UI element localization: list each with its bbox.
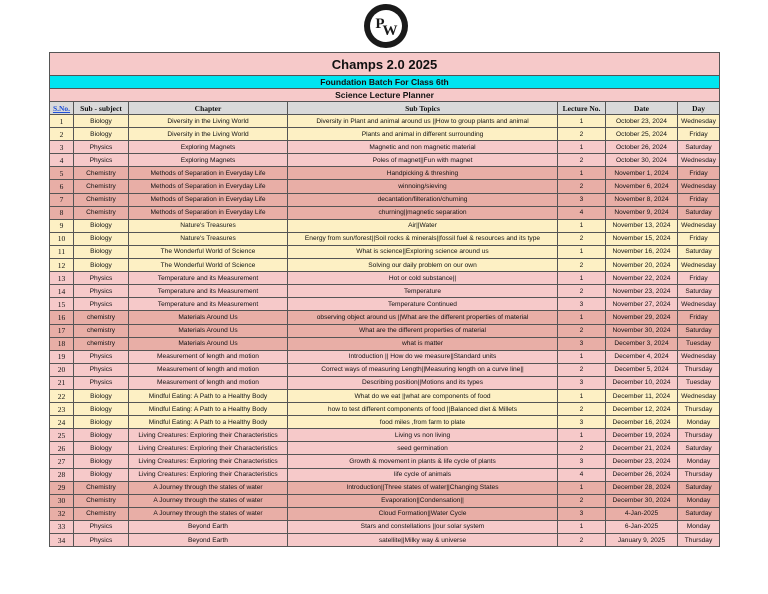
cell-chapter: Measurement of length and motion: [129, 363, 288, 376]
cell-date: December 10, 2024: [606, 376, 678, 389]
cell-lecture-no: 2: [558, 180, 606, 193]
cell-sno: 16: [50, 311, 74, 324]
cell-subtopic: Air||Water: [288, 219, 558, 232]
table-row: [50, 350, 720, 363]
table-row: [50, 389, 720, 402]
cell-subject: Physics: [74, 285, 129, 298]
cell-chapter: Methods of Separation in Everyday Life: [129, 206, 288, 219]
cell-sno: 2: [50, 128, 74, 141]
cell-subtopic: seed germination: [288, 442, 558, 455]
cell-chapter: Beyond Earth: [129, 534, 288, 547]
cell-subject: Physics: [74, 520, 129, 533]
cell-subtopic: Correct ways of measuring Length||Measuring length on a curve line||: [288, 363, 558, 376]
cell-lecture-no: 1: [558, 167, 606, 180]
cell-subtopic: Handpicking & threshing: [288, 167, 558, 180]
cell-sno: 20: [50, 363, 74, 376]
cell-day: Thursday: [678, 363, 720, 376]
cell-date: 6-Jan-2025: [606, 520, 678, 533]
lecture-planner-sheet: [49, 52, 719, 547]
cell-subject: Biology: [74, 455, 129, 468]
cell-subtopic: Diversity in Plant and animal around us ||How to group plants and animal: [288, 115, 558, 128]
cell-subject: Biology: [74, 442, 129, 455]
cell-chapter: Methods of Separation in Everyday Life: [129, 167, 288, 180]
cell-sno: 7: [50, 193, 74, 206]
cell-date: November 15, 2024: [606, 232, 678, 245]
table-row: [50, 141, 720, 154]
cell-subject: Physics: [74, 298, 129, 311]
cell-sno: 30: [50, 494, 74, 507]
cell-lecture-no: 3: [558, 455, 606, 468]
cell-subject: Physics: [74, 272, 129, 285]
cell-subtopic: Hot or cold substance||: [288, 272, 558, 285]
batch-label: Foundation Batch For Class 6th: [50, 76, 720, 89]
cell-subtopic: Living vs non living: [288, 429, 558, 442]
cell-subtopic: winnoing/sieving: [288, 180, 558, 193]
cell-subtopic: What is science||Exploring science around us: [288, 245, 558, 258]
cell-chapter: Mindful Eating: A Path to a Healthy Body: [129, 416, 288, 429]
cell-day: Friday: [678, 128, 720, 141]
table-row: [50, 285, 720, 298]
svg-text:P: P: [375, 16, 385, 32]
table-row: [50, 219, 720, 232]
cell-chapter: Measurement of length and motion: [129, 350, 288, 363]
cell-day: Saturday: [678, 324, 720, 337]
table-row: [50, 115, 720, 128]
cell-sno: 1: [50, 115, 74, 128]
cell-sno: 11: [50, 245, 74, 258]
cell-subtopic: Energy from sun/forest||Soil rocks & minerals||fossil fuel & resources and its type: [288, 232, 558, 245]
cell-chapter: A Journey through the states of water: [129, 494, 288, 507]
cell-chapter: Living Creatures: Exploring their Characteristics: [129, 455, 288, 468]
cell-day: Friday: [678, 167, 720, 180]
svg-text:W: W: [382, 23, 398, 39]
cell-subtopic: food miles ,from farm to plate: [288, 416, 558, 429]
cell-day: Wednesday: [678, 219, 720, 232]
cell-day: Friday: [678, 232, 720, 245]
cell-day: Friday: [678, 272, 720, 285]
cell-lecture-no: 1: [558, 311, 606, 324]
table-row: [50, 534, 720, 547]
cell-subject: Physics: [74, 141, 129, 154]
cell-subtopic: Evaporation||Condensation||: [288, 494, 558, 507]
table-row: [50, 154, 720, 167]
cell-subtopic: Cloud Formation||Water Cycle: [288, 507, 558, 520]
cell-sno: 10: [50, 232, 74, 245]
table-row: [50, 455, 720, 468]
cell-subtopic: Temperature: [288, 285, 558, 298]
cell-sno: 24: [50, 416, 74, 429]
cell-subject: Biology: [74, 219, 129, 232]
cell-date: November 29, 2024: [606, 311, 678, 324]
cell-subject: Physics: [74, 154, 129, 167]
cell-lecture-no: 4: [558, 468, 606, 481]
cell-day: Saturday: [678, 481, 720, 494]
cell-chapter: Living Creatures: Exploring their Characteristics: [129, 429, 288, 442]
cell-sno: 9: [50, 219, 74, 232]
cell-lecture-no: 2: [558, 442, 606, 455]
cell-sno: 29: [50, 481, 74, 494]
cell-chapter: Diversity in the Living World: [129, 115, 288, 128]
cell-day: Monday: [678, 494, 720, 507]
cell-date: November 22, 2024: [606, 272, 678, 285]
cell-subtopic: What are the different properties of material: [288, 324, 558, 337]
cell-lecture-no: 2: [558, 232, 606, 245]
pw-logo: [364, 4, 408, 48]
cell-day: Wednesday: [678, 259, 720, 272]
cell-sno: 22: [50, 389, 74, 402]
cell-subtopic: Stars and constellations ||our solar system: [288, 520, 558, 533]
cell-subject: Physics: [74, 534, 129, 547]
cell-date: November 30, 2024: [606, 324, 678, 337]
cell-day: Thursday: [678, 468, 720, 481]
cell-date: December 5, 2024: [606, 363, 678, 376]
cell-chapter: Methods of Separation in Everyday Life: [129, 193, 288, 206]
cell-subtopic: decantation/filteration/churning: [288, 193, 558, 206]
table-row: [50, 232, 720, 245]
table-row: [50, 429, 720, 442]
pw-logo-icon: [364, 4, 408, 48]
cell-subject: Biology: [74, 232, 129, 245]
cell-subject: Biology: [74, 115, 129, 128]
table-row: [50, 468, 720, 481]
cell-date: December 16, 2024: [606, 416, 678, 429]
column-header-row: [50, 102, 720, 115]
cell-date: December 21, 2024: [606, 442, 678, 455]
table-row: [50, 403, 720, 416]
cell-day: Monday: [678, 416, 720, 429]
table-row: [50, 324, 720, 337]
cell-sno: 8: [50, 206, 74, 219]
cell-date: January 9, 2025: [606, 534, 678, 547]
cell-chapter: Methods of Separation in Everyday Life: [129, 180, 288, 193]
cell-subject: chemistry: [74, 311, 129, 324]
cell-lecture-no: 3: [558, 337, 606, 350]
cell-subtopic: life cycle of animals: [288, 468, 558, 481]
cell-lecture-no: 1: [558, 429, 606, 442]
cell-sno: 27: [50, 455, 74, 468]
cell-sno: 6: [50, 180, 74, 193]
cell-sno: 26: [50, 442, 74, 455]
cell-day: Saturday: [678, 442, 720, 455]
cell-sno: 28: [50, 468, 74, 481]
cell-sno: 19: [50, 350, 74, 363]
cell-lecture-no: 2: [558, 259, 606, 272]
cell-chapter: Exploring Magnets: [129, 154, 288, 167]
cell-sno: 34: [50, 534, 74, 547]
cell-subject: Biology: [74, 259, 129, 272]
cell-day: Saturday: [678, 245, 720, 258]
cell-subject: Physics: [74, 350, 129, 363]
table-row: [50, 206, 720, 219]
table-row: [50, 259, 720, 272]
cell-subject: Biology: [74, 128, 129, 141]
table-row: [50, 416, 720, 429]
cell-lecture-no: 1: [558, 219, 606, 232]
table-row: [50, 363, 720, 376]
cell-day: Friday: [678, 311, 720, 324]
cell-day: Wednesday: [678, 389, 720, 402]
cell-lecture-no: 3: [558, 298, 606, 311]
table-row: [50, 245, 720, 258]
cell-date: December 19, 2024: [606, 429, 678, 442]
cell-subtopic: observing object around us ||What are the different properties of material: [288, 311, 558, 324]
cell-chapter: Temperature and its Measurement: [129, 272, 288, 285]
table-row: [50, 180, 720, 193]
cell-lecture-no: 2: [558, 534, 606, 547]
cell-lecture-no: 1: [558, 350, 606, 363]
cell-subtopic: churning||magnetic separation: [288, 206, 558, 219]
cell-sno: 32: [50, 507, 74, 520]
cell-subject: Chemistry: [74, 180, 129, 193]
cell-date: November 16, 2024: [606, 245, 678, 258]
cell-date: December 11, 2024: [606, 389, 678, 402]
planner-label: Science Lecture Planner: [50, 89, 720, 102]
cell-day: Wednesday: [678, 298, 720, 311]
cell-date: November 27, 2024: [606, 298, 678, 311]
cell-lecture-no: 2: [558, 363, 606, 376]
cell-subtopic: Temperature Continued: [288, 298, 558, 311]
cell-date: November 20, 2024: [606, 259, 678, 272]
column-header-lecture-no: Lecture No.: [558, 102, 606, 115]
cell-day: Saturday: [678, 285, 720, 298]
cell-subject: Chemistry: [74, 193, 129, 206]
cell-subject: Chemistry: [74, 206, 129, 219]
cell-date: November 8, 2024: [606, 193, 678, 206]
cell-subtopic: Introduction||Three states of water||Changing States: [288, 481, 558, 494]
cell-chapter: Mindful Eating: A Path to a Healthy Body: [129, 389, 288, 402]
cell-subtopic: Solving our daily problem on our own: [288, 259, 558, 272]
cell-date: October 26, 2024: [606, 141, 678, 154]
cell-lecture-no: 1: [558, 272, 606, 285]
table-row: [50, 311, 720, 324]
cell-subject: Biology: [74, 416, 129, 429]
cell-lecture-no: 3: [558, 376, 606, 389]
cell-sno: 18: [50, 337, 74, 350]
cell-sno: 15: [50, 298, 74, 311]
cell-sno: 23: [50, 403, 74, 416]
table-row: [50, 128, 720, 141]
cell-chapter: The Wonderful World of Science: [129, 259, 288, 272]
cell-lecture-no: 1: [558, 520, 606, 533]
column-header-sno[interactable]: S.No.: [50, 102, 74, 115]
cell-chapter: Materials Around Us: [129, 324, 288, 337]
cell-subtopic: Growth & movement in plants & life cycle of plants: [288, 455, 558, 468]
cell-chapter: Measurement of length and motion: [129, 376, 288, 389]
cell-subject: Physics: [74, 376, 129, 389]
cell-chapter: A Journey through the states of water: [129, 481, 288, 494]
cell-lecture-no: 3: [558, 507, 606, 520]
cell-sno: 3: [50, 141, 74, 154]
cell-subtopic: Introduction || How do we measure||Standard units: [288, 350, 558, 363]
cell-sno: 17: [50, 324, 74, 337]
cell-lecture-no: 3: [558, 193, 606, 206]
cell-chapter: The Wonderful World of Science: [129, 245, 288, 258]
cell-subject: chemistry: [74, 337, 129, 350]
table-row: [50, 494, 720, 507]
cell-lecture-no: 2: [558, 285, 606, 298]
column-header-day: Day: [678, 102, 720, 115]
cell-subtopic: what is matter: [288, 337, 558, 350]
cell-date: October 23, 2024: [606, 115, 678, 128]
cell-subtopic: satellite||Milky way & universe: [288, 534, 558, 547]
cell-day: Wednesday: [678, 115, 720, 128]
cell-day: Wednesday: [678, 350, 720, 363]
cell-date: December 4, 2024: [606, 350, 678, 363]
cell-day: Tuesday: [678, 376, 720, 389]
cell-chapter: Nature's Treasures: [129, 219, 288, 232]
cell-lecture-no: 1: [558, 481, 606, 494]
table-row: [50, 272, 720, 285]
cell-day: Friday: [678, 193, 720, 206]
cell-lecture-no: 3: [558, 416, 606, 429]
cell-lecture-no: 1: [558, 389, 606, 402]
cell-lecture-no: 2: [558, 494, 606, 507]
cell-day: Wednesday: [678, 154, 720, 167]
cell-chapter: Beyond Earth: [129, 520, 288, 533]
cell-sno: 12: [50, 259, 74, 272]
cell-date: December 3, 2024: [606, 337, 678, 350]
cell-sno: 5: [50, 167, 74, 180]
cell-sno: 21: [50, 376, 74, 389]
cell-date: December 12, 2024: [606, 403, 678, 416]
cell-subject: Biology: [74, 389, 129, 402]
cell-subtopic: Plants and animal in different surrounding: [288, 128, 558, 141]
cell-chapter: Materials Around Us: [129, 337, 288, 350]
cell-date: 4-Jan-2025: [606, 507, 678, 520]
cell-lecture-no: 1: [558, 141, 606, 154]
table-row: [50, 520, 720, 533]
cell-date: November 1, 2024: [606, 167, 678, 180]
cell-sno: 25: [50, 429, 74, 442]
cell-chapter: Exploring Magnets: [129, 141, 288, 154]
lecture-planner-table: [49, 52, 720, 547]
cell-chapter: Diversity in the Living World: [129, 128, 288, 141]
column-header-subtopics: Sub Topics: [288, 102, 558, 115]
cell-lecture-no: 2: [558, 324, 606, 337]
cell-sno: 14: [50, 285, 74, 298]
table-row: [50, 193, 720, 206]
cell-lecture-no: 1: [558, 115, 606, 128]
cell-date: November 9, 2024: [606, 206, 678, 219]
table-row: [50, 337, 720, 350]
cell-day: Saturday: [678, 141, 720, 154]
cell-day: Wednesday: [678, 180, 720, 193]
cell-lecture-no: 2: [558, 128, 606, 141]
cell-date: October 25, 2024: [606, 128, 678, 141]
cell-lecture-no: 4: [558, 206, 606, 219]
cell-subject: Chemistry: [74, 167, 129, 180]
cell-day: Monday: [678, 520, 720, 533]
cell-sno: 4: [50, 154, 74, 167]
table-row: [50, 481, 720, 494]
column-header-date: Date: [606, 102, 678, 115]
table-row: [50, 442, 720, 455]
cell-subject: Biology: [74, 245, 129, 258]
cell-chapter: Temperature and its Measurement: [129, 285, 288, 298]
column-header-subject: Sub - subject: [74, 102, 129, 115]
cell-subject: Chemistry: [74, 481, 129, 494]
cell-subtopic: Describing position||Motions and its types: [288, 376, 558, 389]
cell-chapter: Living Creatures: Exploring their Characteristics: [129, 468, 288, 481]
cell-subject: Biology: [74, 468, 129, 481]
cell-date: December 23, 2024: [606, 455, 678, 468]
cell-sno: 13: [50, 272, 74, 285]
cell-chapter: Mindful Eating: A Path to a Healthy Body: [129, 403, 288, 416]
column-header-chapter: Chapter: [129, 102, 288, 115]
cell-chapter: Temperature and its Measurement: [129, 298, 288, 311]
sheet-title: Champs 2.0 2025: [50, 53, 720, 76]
table-row: [50, 298, 720, 311]
cell-chapter: Materials Around Us: [129, 311, 288, 324]
cell-date: November 23, 2024: [606, 285, 678, 298]
cell-day: Thursday: [678, 534, 720, 547]
cell-lecture-no: 2: [558, 403, 606, 416]
cell-day: Saturday: [678, 206, 720, 219]
cell-day: Saturday: [678, 507, 720, 520]
cell-date: December 28, 2024: [606, 481, 678, 494]
cell-subtopic: What do we eat ||what are components of food: [288, 389, 558, 402]
cell-day: Thursday: [678, 403, 720, 416]
cell-subtopic: Magnetic and non magnetic material: [288, 141, 558, 154]
cell-chapter: A Journey through the states of water: [129, 507, 288, 520]
cell-date: November 13, 2024: [606, 219, 678, 232]
cell-day: Tuesday: [678, 337, 720, 350]
cell-subtopic: how to test different components of food ||Balanced diet & Millets: [288, 403, 558, 416]
cell-chapter: Living Creatures: Exploring their Characteristics: [129, 442, 288, 455]
cell-day: Thursday: [678, 429, 720, 442]
cell-subject: Chemistry: [74, 494, 129, 507]
cell-date: December 26, 2024: [606, 468, 678, 481]
cell-lecture-no: 1: [558, 245, 606, 258]
table-row: [50, 376, 720, 389]
cell-date: October 30, 2024: [606, 154, 678, 167]
cell-lecture-no: 2: [558, 154, 606, 167]
cell-subtopic: Poles of magnet||Fun with magnet: [288, 154, 558, 167]
cell-chapter: Nature's Treasures: [129, 232, 288, 245]
cell-subject: Chemistry: [74, 507, 129, 520]
cell-sno: 33: [50, 520, 74, 533]
table-row: [50, 167, 720, 180]
table-row: [50, 507, 720, 520]
cell-subject: chemistry: [74, 324, 129, 337]
cell-subject: Biology: [74, 403, 129, 416]
cell-subject: Physics: [74, 363, 129, 376]
cell-date: November 6, 2024: [606, 180, 678, 193]
cell-day: Monday: [678, 455, 720, 468]
cell-subject: Biology: [74, 429, 129, 442]
cell-date: December 30, 2024: [606, 494, 678, 507]
